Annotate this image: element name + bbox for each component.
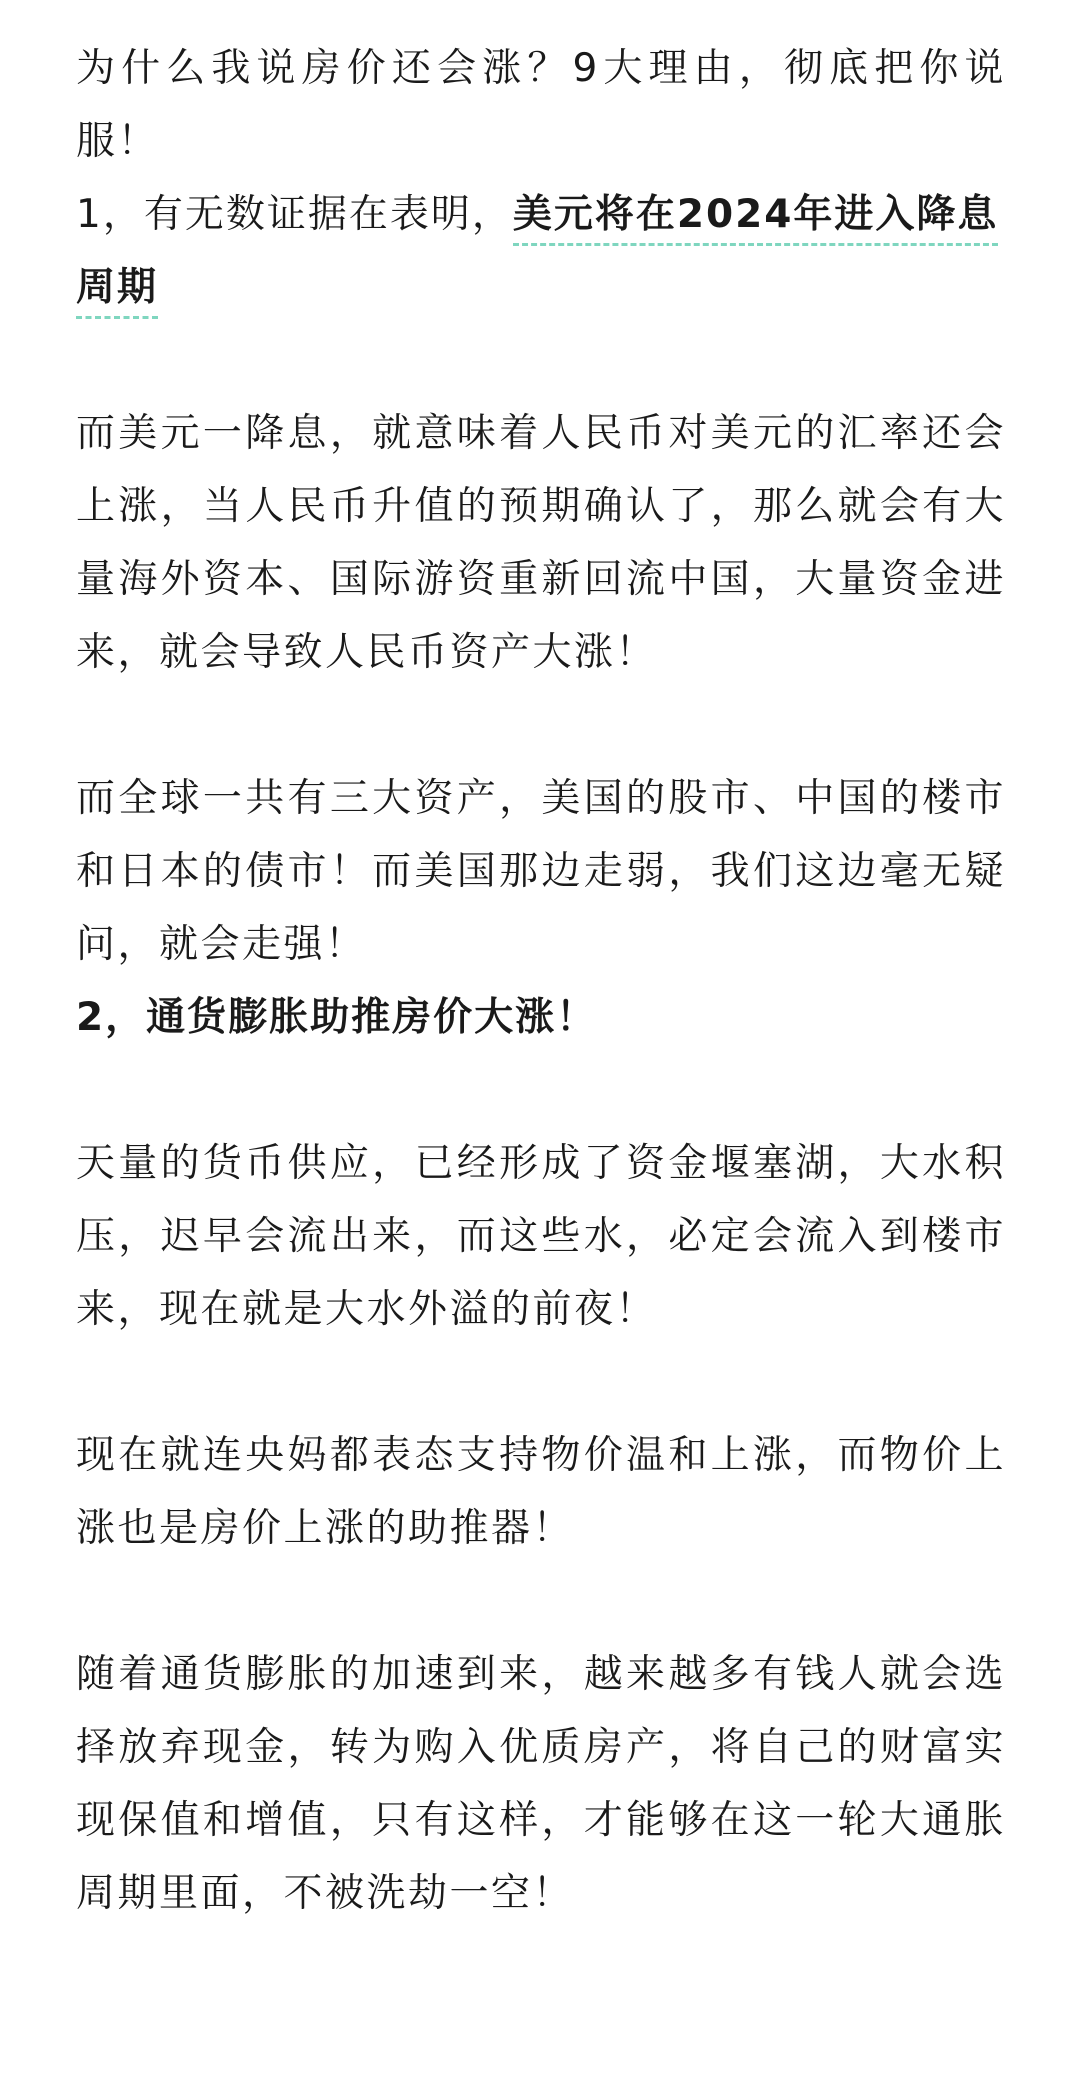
point-2-paragraph-a: 天量的货币供应，已经形成了资金堰塞湖，大水积压，迟早会流出来，而这些水，必定会流入到楼市来，现在就是大水外溢的前夜！ xyxy=(76,1141,1006,1332)
point-2-paragraph-c: 随着通货膨胀的加速到来，越来越多有钱人就会选择放弃现金，转为购入优质房产，将自己的财富实现保值和增值，只有这样，才能够在这一轮大通胀周期里面，不被洗劫一空！ xyxy=(76,1652,1006,1916)
intro-paragraph: 为什么我说房价还会涨？9大理由，彻底把你说服！ xyxy=(76,46,1006,164)
point-1-prefix: 1，有无数证据在表明， xyxy=(76,192,513,237)
article-body xyxy=(76,32,1006,1930)
point-1-paragraph-b: 而全球一共有三大资产，美国的股市、中国的楼市和日本的债市！而美国那边走弱，我们这边毫无疑问，就会走强！ xyxy=(76,776,1006,967)
point-1-highlight: 美元将在2024年进入降息周期 xyxy=(76,192,998,319)
point-1-heading xyxy=(76,178,1006,324)
point-2-paragraph-b: 现在就连央妈都表态支持物价温和上涨，而物价上涨也是房价上涨的助推器！ xyxy=(76,1433,1006,1551)
point-1-paragraph-a: 而美元一降息，就意味着人民币对美元的汇率还会上涨，当人民币升值的预期确认了，那么就会有大量海外资本、国际游资重新回流中国，大量资金进来，就会导致人民币资产大涨！ xyxy=(76,411,1006,675)
point-2-heading: 2，通货膨胀助推房价大涨！ xyxy=(76,995,598,1040)
